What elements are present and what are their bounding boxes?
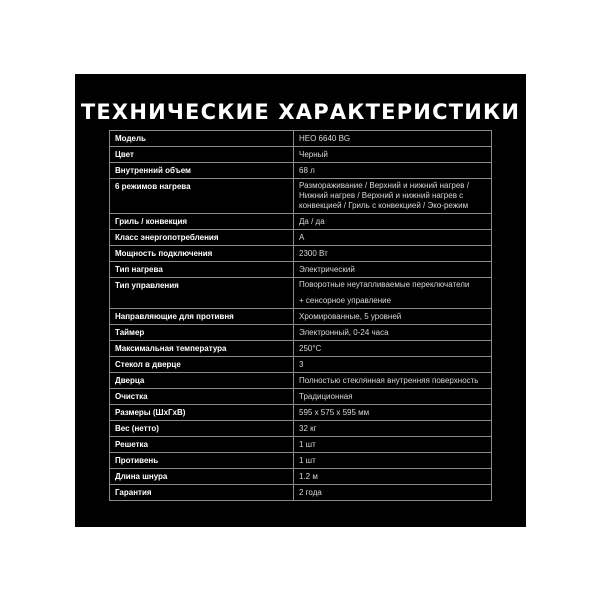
table-row (110, 437, 492, 453)
table-row (110, 147, 492, 163)
spec-label: Таймер (110, 325, 294, 341)
table-row (110, 453, 492, 469)
spec-value: Хромированные, 5 уровней (294, 309, 492, 325)
spec-label: Гарантия (110, 485, 294, 501)
spec-label: Очистка (110, 389, 294, 405)
table-row (110, 278, 492, 309)
spec-label: Гриль / конвекция (110, 214, 294, 230)
table-row (110, 325, 492, 341)
spec-value: Размораживание / Верхний и нижний нагрев / Нижний нагрев / Верхний и нижний нагрев с конвекцией / Гриль с конвекцией / Эко-режим (294, 179, 492, 214)
spec-value: Да / да (294, 214, 492, 230)
spec-label: Класс энергопотребления (110, 230, 294, 246)
spec-label: Максимальная температура (110, 341, 294, 357)
table-row (110, 179, 492, 214)
spec-value: 1.2 м (294, 469, 492, 485)
table-row (110, 373, 492, 389)
spec-value: A (294, 230, 492, 246)
spec-value: 68 л (294, 163, 492, 179)
spec-label: Цвет (110, 147, 294, 163)
spec-value: 595 х 575 х 595 мм (294, 405, 492, 421)
spec-value: 2 года (294, 485, 492, 501)
spec-value: 2300 Вт (294, 246, 492, 262)
spec-label: 6 режимов нагрева (110, 179, 294, 214)
table-row (110, 230, 492, 246)
spec-label: Мощность подключения (110, 246, 294, 262)
spec-label: Направляющие для противня (110, 309, 294, 325)
spec-table (109, 130, 492, 501)
table-row (110, 405, 492, 421)
spec-label: Внутренний объем (110, 163, 294, 179)
spec-label: Модель (110, 131, 294, 147)
table-row (110, 485, 492, 501)
spec-value: Черный (294, 147, 492, 163)
spec-label: Тип нагрева (110, 262, 294, 278)
spec-value: 32 кг (294, 421, 492, 437)
spec-value: 1 шт (294, 453, 492, 469)
spec-value-line: Поворотные неутапливаемые переключатели (299, 280, 470, 289)
spec-value: 3 (294, 357, 492, 373)
table-row (110, 469, 492, 485)
spec-value: Традиционная (294, 389, 492, 405)
spec-label: Вес (нетто) (110, 421, 294, 437)
table-row (110, 262, 492, 278)
spec-label: Дверца (110, 373, 294, 389)
page-title: ТЕХНИЧЕСКИЕ ХАРАКТЕРИСТИКИ (80, 100, 521, 124)
table-row (110, 163, 492, 179)
spec-value: Электронный, 0-24 часа (294, 325, 492, 341)
table-row (110, 341, 492, 357)
spec-label: Стекол в дверце (110, 357, 294, 373)
spec-value: Полностью стеклянная внутренняя поверхность (294, 373, 492, 389)
spec-value: 250°C (294, 341, 492, 357)
table-row (110, 309, 492, 325)
table-row (110, 389, 492, 405)
table-row (110, 357, 492, 373)
spec-label: Размеры (ШхГхВ) (110, 405, 294, 421)
spec-panel (75, 74, 526, 527)
spec-label: Тип управления (110, 278, 294, 309)
table-row (110, 214, 492, 230)
spec-label: Решетка (110, 437, 294, 453)
spec-label: Противень (110, 453, 294, 469)
spec-value-line: + сенсорное управление (299, 296, 392, 305)
spec-value (294, 278, 492, 309)
table-row (110, 421, 492, 437)
spec-value: 1 шт (294, 437, 492, 453)
spec-value: HEO 6640 BG (294, 131, 492, 147)
spec-label: Длина шнура (110, 469, 294, 485)
spec-value: Электрический (294, 262, 492, 278)
table-row (110, 131, 492, 147)
table-row (110, 246, 492, 262)
